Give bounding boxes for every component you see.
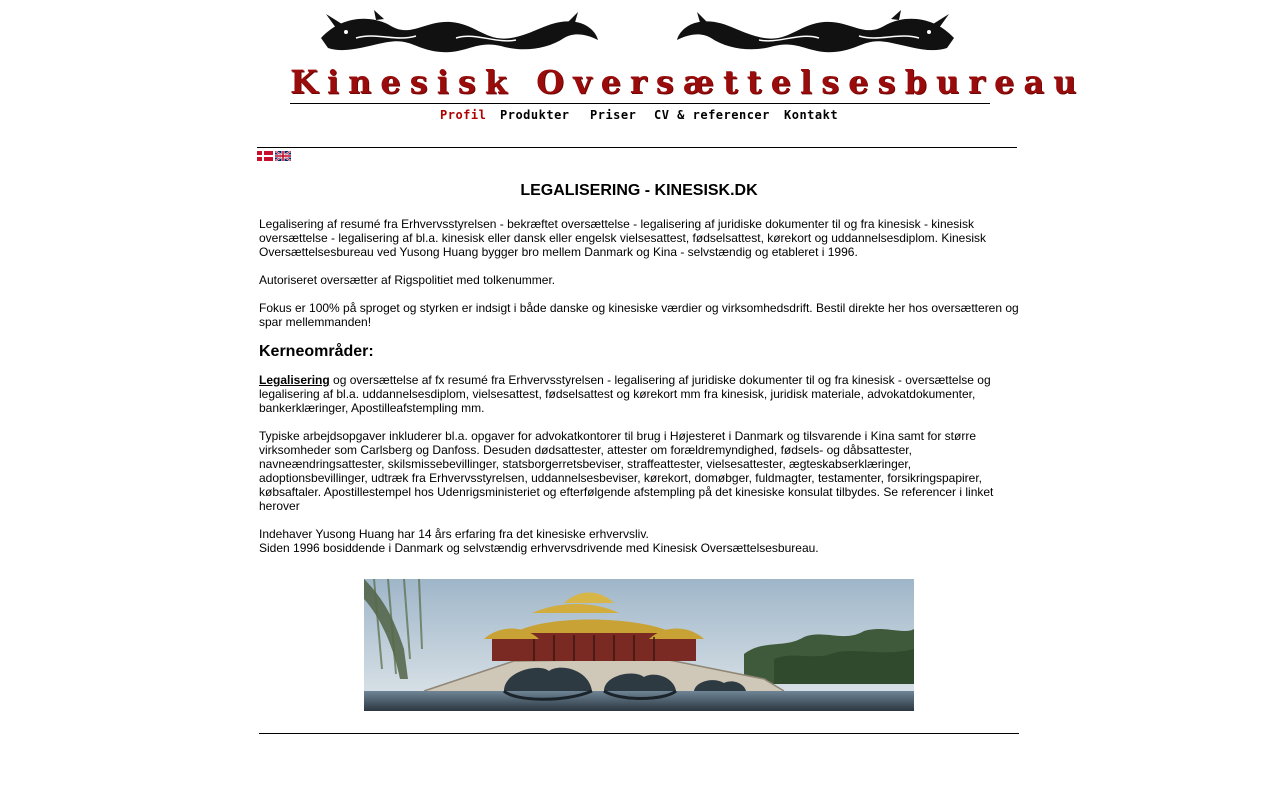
footer-divider [259,733,1019,734]
danish-flag-icon[interactable] [257,151,273,161]
nav-item-produkter[interactable]: Produkter [500,108,570,122]
page-title: LEGALISERING - KINESISK.DK [520,182,758,199]
typical-tasks-paragraph: Typiske arbejdsopgaver inkluderer bl.a. opgaver for advokatkontorer til brug i Højesteret i Danmark og tilsvarende i Kina samt for større virksomheder som Carlsberg og Danfoss. Desuden dødsattester, attester om forældremyndighed, fødsels- og dåbsattester, navneændringsattester, skilsmissebevillinger, statsborgerretsbeviser, straffeattester, vielsesattester, ægteskabserklæringer, adoptionsbevillinger, udtræk fra Erhvervsstyrelsen, uddannelsesbeviser, kørekort, domøbger, fuldmagter, testamenter, forsikringspapirer, købsaftaler. Apostillestempel hos Udenrigsministeriet og efterfølgende afstempling på det kinesiske konsulat tilbydes. Se referencer i linket herover [259,429,994,513]
dragon-right-icon [674,8,959,60]
legalisering-link[interactable]: Legalisering [259,373,330,387]
authorized-paragraph: Autoriseret oversætter af Rigspolitiet med tolkenummer. [259,273,556,287]
brand-title: Kinesisk Oversættelsesbureau [290,63,1086,101]
nav-item-kontakt[interactable]: Kontakt [784,108,839,122]
header-divider [290,103,990,104]
owner-line-2: Siden 1996 bosiddende i Danmark og selvstændig erhvervsdrivende med Kinesisk Oversættelsesbureau. [259,541,819,555]
nav-item-priser[interactable]: Priser [590,108,637,122]
site-banner [290,8,1086,104]
pavilion-bridge-photo [364,579,914,711]
owner-paragraph [259,527,1019,555]
main-nav [0,108,1280,124]
uk-flag-icon[interactable] [275,151,291,161]
nav-item-cv-referencer[interactable]: CV & referencer [654,108,770,122]
legalisering-text: og oversættelse af fx resumé fra Erhvervsstyrelsen - legalisering af juridiske dokumenter til og fra kinesisk - oversættelse og legalisering af bl.a. uddannelsesdiplom, vielsesattest, fødselsattest og kørekort mm fra kinesisk, juridisk materiale, advokatdokumenter, bankerklæringer, Apostilleafstempling mm. [259,373,991,415]
main-content [259,176,1019,555]
core-areas-heading: Kerneområder: [259,343,374,360]
nav-item-profil[interactable]: Profil [440,108,487,122]
nav-divider [257,147,1017,148]
legalisering-paragraph [259,373,1019,415]
dragon-left-icon [316,8,601,60]
intro-paragraph: Legalisering af resumé fra Erhvervsstyrelsen - bekræftet oversættelse - legalisering af juridiske dokumenter til og fra kinesisk - kinesisk oversættelse - legalisering af bl.a. kinesisk eller dansk eller engelsk vielsesattest, fødselsattest, kørekort og uddannelsesdiplom. Kinesisk Oversættelsesbureau ved Yusong Huang bygger bro mellem Danmark og Kina - selvstændig og etableret i 1996. [259,217,987,259]
owner-line-1: Indehaver Yusong Huang har 14 års erfaring fra det kinesiske erhvervsliv. [259,527,649,541]
focus-paragraph: Fokus er 100% på sproget og styrken er indsigt i både danske og kinesiske værdier og virksomhedsdrift. Bestil direkte her hos oversætteren og spar mellemmanden! [259,301,1019,329]
